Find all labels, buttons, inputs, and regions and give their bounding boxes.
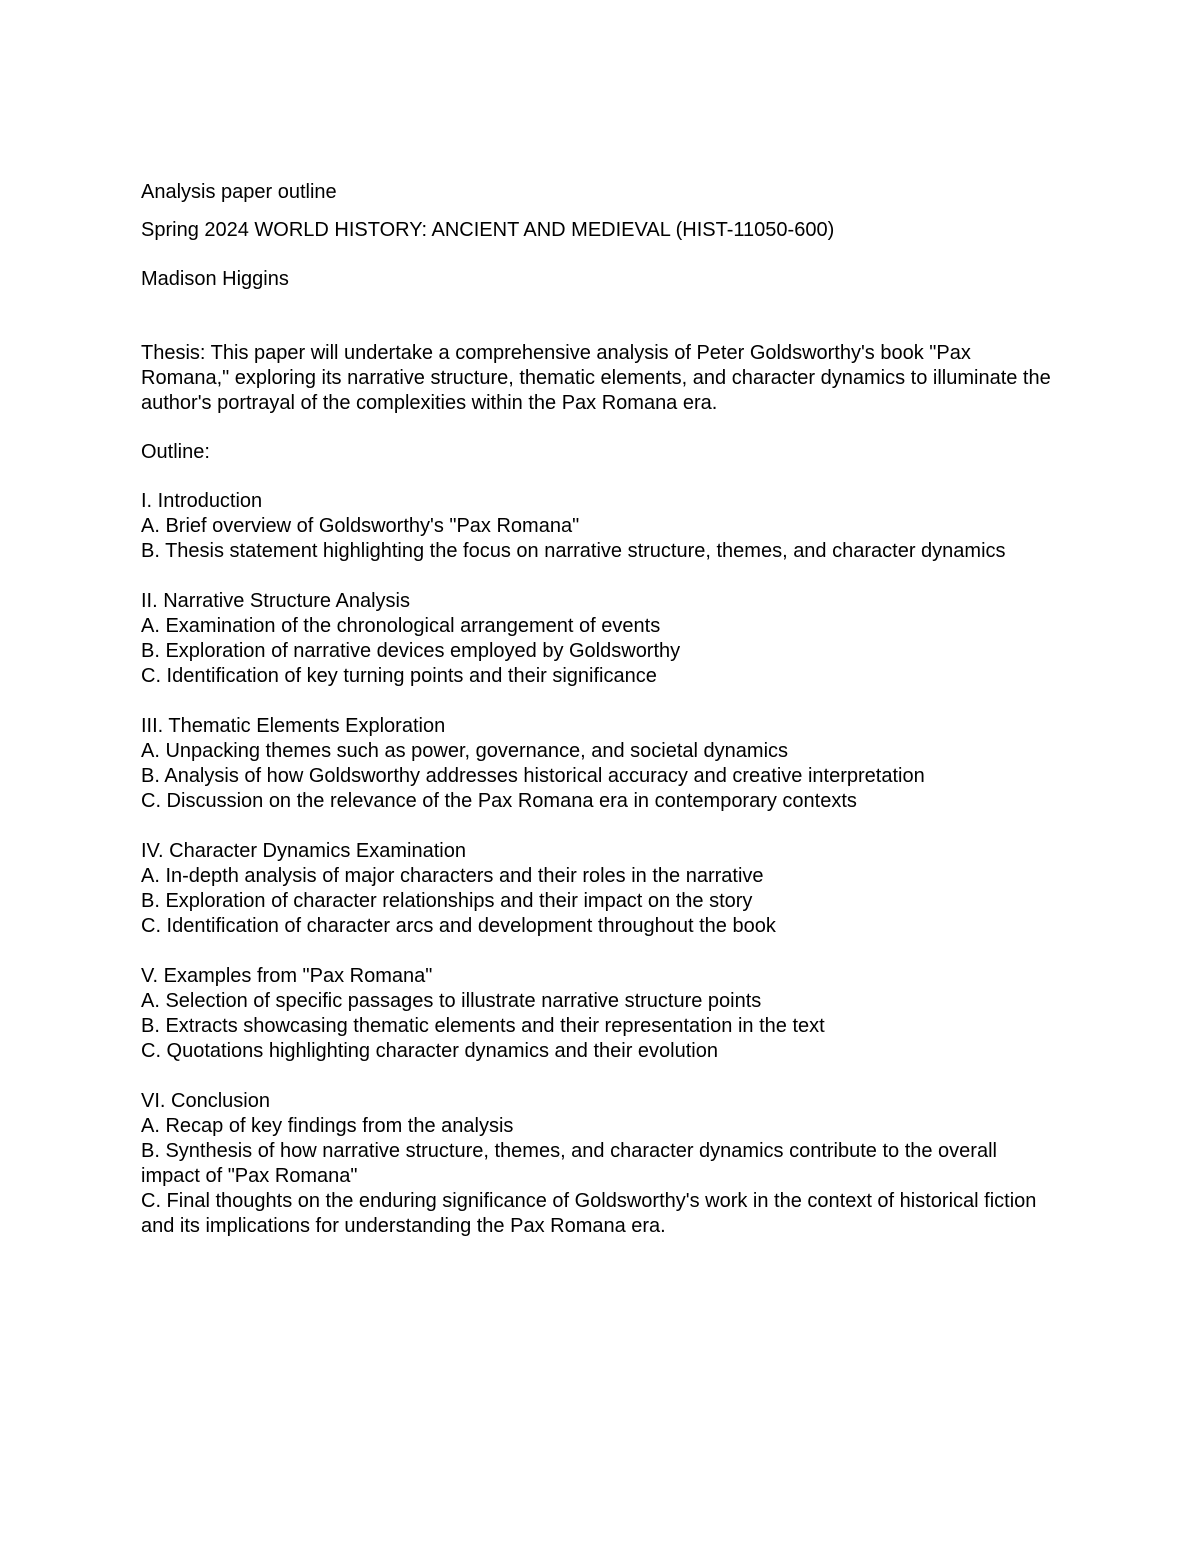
document-title: Analysis paper outline <box>141 181 337 203</box>
outline-item: A. Selection of specific passages to illustrate narrative structure points <box>141 990 762 1012</box>
section-heading: II. Narrative Structure Analysis <box>141 590 410 612</box>
outline-label: Outline: <box>141 441 210 463</box>
section-heading: III. Thematic Elements Exploration <box>141 715 446 737</box>
outline-section-conclusion <box>141 1089 1061 1239</box>
outline-item: C. Final thoughts on the enduring significance of Goldsworthy's work in the context of historical fiction and its implications for understanding the Pax Romana era. <box>141 1190 1037 1237</box>
outline-item: C. Discussion on the relevance of the Pax Romana era in contemporary contexts <box>141 790 857 812</box>
section-heading: IV. Character Dynamics Examination <box>141 840 466 862</box>
outline-item: A. Brief overview of Goldsworthy's "Pax Romana" <box>141 515 580 537</box>
outline-item: C. Identification of character arcs and development throughout the book <box>141 915 776 937</box>
section-heading: VI. Conclusion <box>141 1090 270 1112</box>
thesis-paragraph: Thesis: This paper will undertake a comprehensive analysis of Peter Goldsworthy's book "Pax Romana," exploring its narrative structure, thematic elements, and character dynamics to illuminate the author's portrayal of the complexities within the Pax Romana era. <box>141 342 1051 414</box>
outline-section-narrative-structure <box>141 589 1061 689</box>
outline-section-introduction <box>141 489 1061 564</box>
document-page <box>141 180 1061 1264</box>
outline-item: B. Synthesis of how narrative structure, themes, and character dynamics contribute to the overall impact of "Pax Romana" <box>141 1140 997 1187</box>
outline-section-examples <box>141 964 1061 1064</box>
outline-item: B. Extracts showcasing thematic elements and their representation in the text <box>141 1015 825 1037</box>
outline-item: B. Exploration of narrative devices employed by Goldsworthy <box>141 640 681 662</box>
outline-section-thematic-elements <box>141 714 1061 814</box>
author-name: Madison Higgins <box>141 268 289 290</box>
outline-item: B. Exploration of character relationships and their impact on the story <box>141 890 753 912</box>
outline-item: A. In-depth analysis of major characters and their roles in the narrative <box>141 865 764 887</box>
section-heading: V. Examples from "Pax Romana" <box>141 965 433 987</box>
outline-item: A. Unpacking themes such as power, governance, and societal dynamics <box>141 740 789 762</box>
outline-section-character-dynamics <box>141 839 1061 939</box>
course-line: Spring 2024 WORLD HISTORY: ANCIENT AND MEDIEVAL (HIST-11050-600) <box>141 219 835 241</box>
outline-item: A. Examination of the chronological arrangement of events <box>141 615 661 637</box>
outline-item: C. Identification of key turning points and their significance <box>141 665 657 687</box>
section-heading: I. Introduction <box>141 490 263 512</box>
outline-item: B. Thesis statement highlighting the focus on narrative structure, themes, and character dynamics <box>141 540 1006 562</box>
outline-item: A. Recap of key findings from the analysis <box>141 1115 514 1137</box>
outline-item: C. Quotations highlighting character dynamics and their evolution <box>141 1040 718 1062</box>
outline-item: B. Analysis of how Goldsworthy addresses historical accuracy and creative interpretation <box>141 765 925 787</box>
